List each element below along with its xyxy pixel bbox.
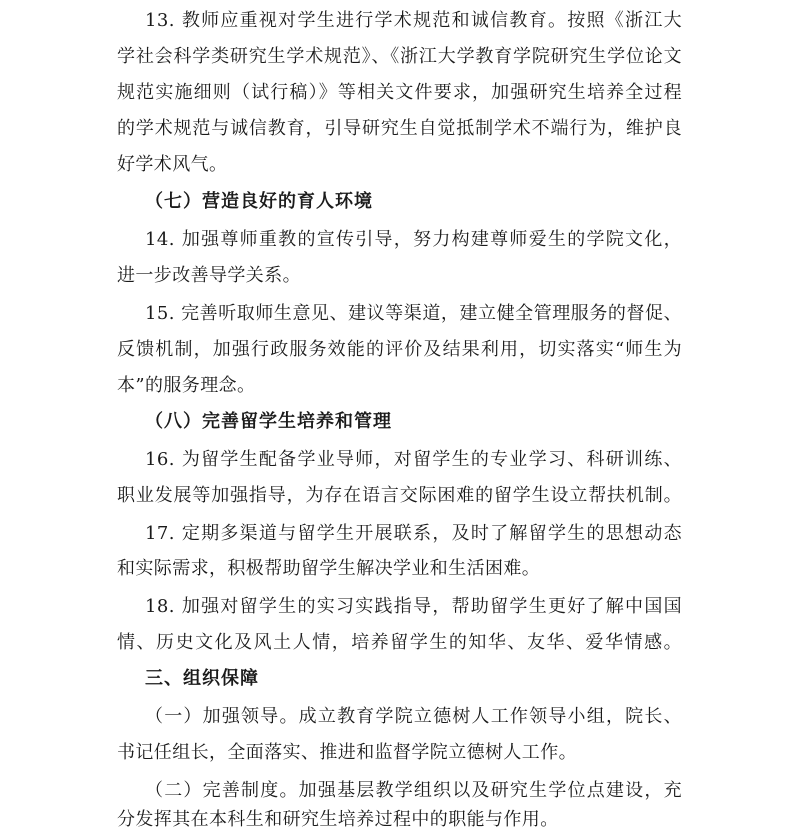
text-line: 14. 加强尊师重教的宣传引导，努力构建尊师爱生的学院文化， (145, 229, 682, 250)
text-line: 本”的服务理念。 (117, 375, 256, 396)
text-line: 17. 定期多渠道与留学生开展联系，及时了解留学生的思想动态 (145, 523, 682, 544)
text-line: 规范实施细则（试行稿）》等相关文件要求，加强研究生培养全过程 (117, 82, 682, 103)
text-line: 进一步改善导学关系。 (117, 265, 301, 286)
text-line: 书记任组长，全面落实、推进和监督学院立德树人工作。 (117, 742, 577, 763)
section-heading: 三、组织保障 (145, 668, 259, 689)
text-line: 情、历史文化及风土人情，培养留学生的知华、友华、爱华情感。 (117, 632, 682, 653)
text-line: （一）加强领导。成立教育学院立德树人工作领导小组，院长、 (145, 706, 682, 727)
text-line: 的学术规范与诚信教育，引导研究生自觉抵制学术不端行为，维护良 (117, 118, 682, 139)
text-line: 反馈机制，加强行政服务效能的评价及结果利用，切实落实“师生为 (117, 339, 682, 360)
text-line: 18. 加强对留学生的实习实践指导，帮助留学生更好了解中国国 (145, 596, 682, 617)
text-line: 13. 教师应重视对学生进行学术规范和诚信教育。按照《浙江大 (145, 10, 682, 31)
text-line: 职业发展等加强指导，为存在语言交际困难的留学生设立帮扶机制。 (117, 485, 682, 506)
text-line: 和实际需求，积极帮助留学生解决学业和生活困难。 (117, 558, 541, 579)
text-line: （二）完善制度。加强基层教学组织以及研究生学位点建设，充 (145, 780, 682, 801)
section-heading: （七）营造良好的育人环境 (145, 191, 373, 212)
text-line: 分发挥其在本科生和研究生培养过程中的职能与作用。 (117, 809, 559, 830)
section-heading: （八）完善留学生培养和管理 (145, 411, 392, 432)
text-line: 16. 为留学生配备学业导师，对留学生的专业学习、科研训练、 (145, 449, 682, 470)
text-line: 好学术风气。 (117, 154, 228, 175)
text-line: 15. 完善听取师生意见、建议等渠道，建立健全管理服务的督促、 (145, 303, 682, 324)
text-line: 学社会科学类研究生学术规范》、《浙江大学教育学院研究生学位论文 (117, 46, 682, 67)
